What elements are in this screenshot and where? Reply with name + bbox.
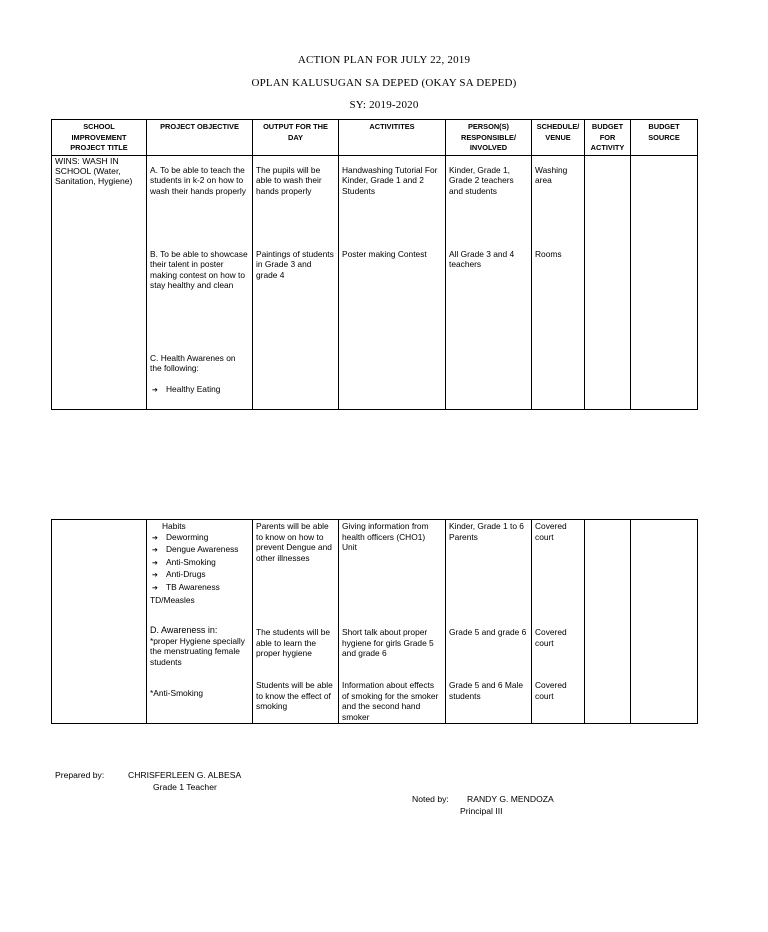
list-item: ➔ Anti-Smoking: [150, 557, 249, 570]
header-objective: PROJECT OBJECTIVE: [147, 120, 253, 156]
persons-cell: [446, 155, 532, 409]
budget-source-cell: [631, 155, 698, 409]
venue-c: Covered court: [535, 521, 567, 542]
activity-d1: Short talk about proper hygiene for girls Grade 5 and grade 6: [342, 627, 434, 659]
noted-by-label: Noted by:: [412, 794, 449, 804]
objective-d-hygiene: *proper Hygiene specially the menstruating female students: [150, 635, 245, 667]
venue-b: Rooms: [535, 248, 562, 259]
list-item: ➔ TB Awareness: [150, 582, 249, 595]
budget-activity-cell: [585, 155, 631, 409]
arrow-bullet-icon: ➔: [152, 584, 158, 592]
header-activities: ACTIVITITES: [339, 120, 446, 156]
venue-d2: Covered court: [535, 680, 567, 701]
measles-label: TD/Measles: [150, 594, 195, 605]
list-item: ➔ Healthy Eating: [150, 384, 249, 397]
objective-d-smoking: *Anti-Smoking: [150, 687, 204, 698]
persons-d2: Grade 5 and 6 Male students: [449, 680, 524, 701]
arrow-bullet-icon: ➔: [152, 559, 158, 567]
arrow-bullet-icon: ➔: [152, 572, 158, 580]
table-row: [52, 520, 698, 724]
persons-cell: [446, 520, 532, 724]
persons-a: Kinder, Grade 1, Grade 2 teachers and students: [449, 164, 514, 196]
project-title-cell: [52, 155, 147, 409]
noted-by-name: RANDY G. MENDOZA: [467, 794, 554, 804]
venue-a: Washing area: [535, 164, 568, 186]
action-plan-table-2: [51, 519, 698, 724]
output-c: Parents will be able to know on how to prevent Dengue and other illnesses: [256, 521, 332, 563]
activity-c: Giving information from health officers (CHO1) Unit: [342, 521, 429, 553]
plan-title: ACTION PLAN FOR JULY 22, 2019: [297, 54, 471, 66]
output-d2: Students will be able to know the effect of smoking: [256, 680, 333, 712]
project-title-cell: [52, 520, 147, 724]
persons-d1: Grade 5 and grade 6: [449, 627, 527, 637]
output-cell: [253, 520, 339, 724]
output-cell: [253, 155, 339, 409]
objective-b: B. To be able to showcase their talent in poster making contest on how to stay healthy and clean: [150, 248, 248, 291]
objective-cell: [147, 520, 253, 724]
header-project-title: SCHOOL IMPROVEMENT PROJECT TITLE: [52, 120, 147, 156]
list-item: ➔ Dengue Awareness: [150, 544, 249, 557]
persons-b: All Grade 3 and 4 teachers: [449, 248, 515, 270]
habits-label: Habits: [162, 521, 186, 531]
output-a: The pupils will be able to wash their hands properly: [256, 164, 322, 196]
health-list: [150, 532, 249, 595]
prepared-by-name: CHRISFERLEEN G. ALBESA: [128, 770, 242, 780]
header-persons: PERSON(S) RESPONSIBLE/ INVOLVED: [446, 120, 532, 156]
header-venue: SCHEDULE/ VENUE: [532, 120, 585, 156]
plan-subtitle: OPLAN KALUSUGAN SA DEPED (OKAY SA DEPED): [251, 77, 517, 89]
table-row: [52, 155, 698, 409]
prepared-by-position: Grade 1 Teacher: [153, 782, 217, 792]
arrow-bullet-icon: ➔: [152, 534, 158, 542]
header-budget-activity: BUDGET FOR ACTIVITY: [585, 120, 631, 156]
activity-d2: Information about effects of smoking for the smoker and the second hand smoker: [342, 680, 439, 722]
objective-cell: [147, 155, 253, 409]
list-item: ➔ Deworming: [150, 532, 249, 545]
arrow-bullet-icon: ➔: [152, 386, 158, 394]
output-d1: The students will be able to learn the proper hygiene: [256, 627, 331, 659]
activity-a: Handwashing Tutorial For Kinder, Grade 1 and 2 Students: [342, 164, 438, 196]
noted-by-position: Principal III: [460, 806, 503, 816]
objective-d-title: D. Awareness in:: [150, 625, 218, 635]
activity-cell: [339, 155, 446, 409]
venue-d1: Covered court: [535, 627, 567, 648]
arrow-bullet-icon: ➔: [152, 547, 158, 555]
budget-source-cell: [631, 520, 698, 724]
prepared-by-label: Prepared by:: [55, 770, 105, 780]
persons-c: Kinder, Grade 1 to 6 Parents: [449, 521, 524, 542]
action-plan-table-1: [51, 119, 698, 410]
venue-cell: [532, 520, 585, 724]
list-item: ➔ Anti-Drugs: [150, 569, 249, 582]
health-list: [150, 384, 249, 397]
output-b: Paintings of students in Grade 3 and grade 4: [256, 248, 334, 280]
budget-activity-cell: [585, 520, 631, 724]
header-budget-source: BUDGET SOURCE: [631, 120, 698, 156]
header-output: OUTPUT FOR THE DAY: [253, 120, 339, 156]
objective-a: A. To be able to teach the students in k-2 on how to wash their hands properly: [150, 164, 246, 196]
school-year: SY: 2019-2020: [349, 99, 419, 111]
objective-c: C. Health Awarenes on the following:: [150, 352, 236, 374]
activity-b: Poster making Contest: [342, 248, 427, 259]
project-title: WINS: WASH IN SCHOOL (Water, Sanitation, Hygiene): [55, 155, 133, 187]
activity-cell: [339, 520, 446, 724]
header-row: [52, 120, 698, 156]
venue-cell: [532, 155, 585, 409]
